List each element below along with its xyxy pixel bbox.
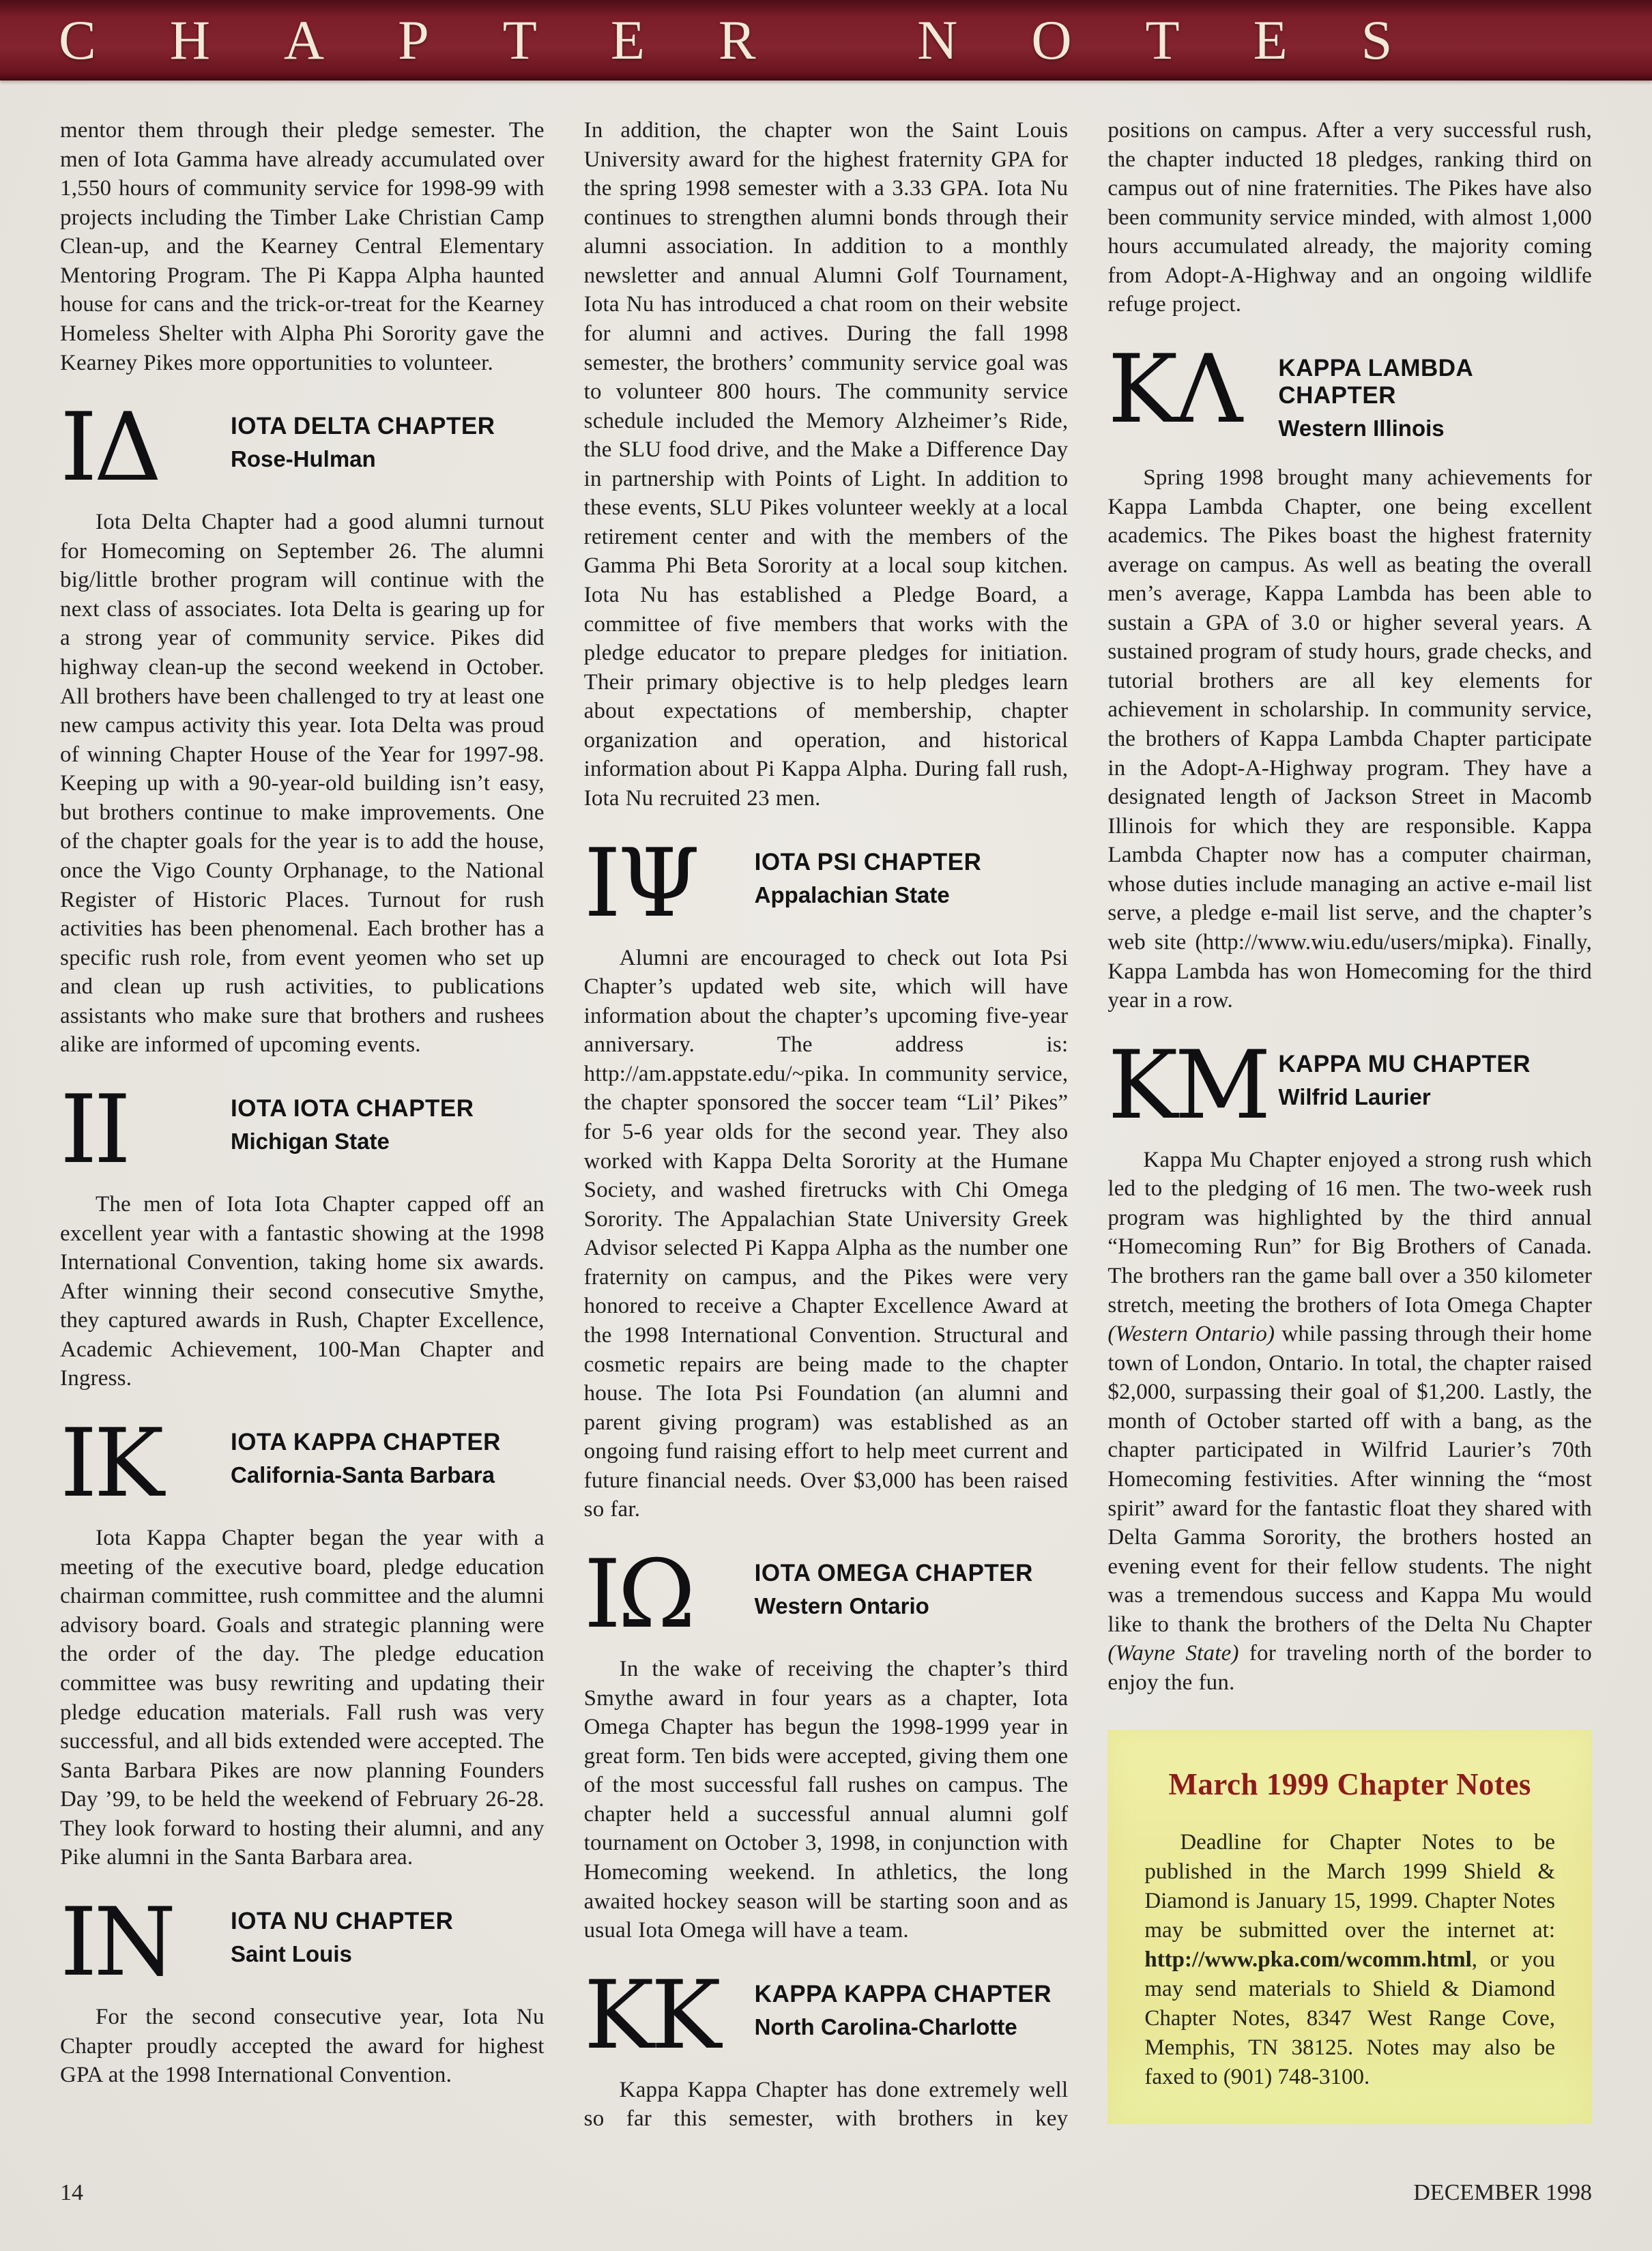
- chapter-school: North Carolina-Charlotte: [754, 2014, 1017, 2039]
- chapter-school: Western Illinois: [1278, 415, 1445, 441]
- greek-monogram: ΙΔ: [60, 392, 159, 503]
- section-kappa-kappa: [583, 1960, 1069, 2134]
- chapter-title: KAPPA MU CHAPTER: [1278, 1050, 1531, 1077]
- section-iota-psi: [583, 828, 1069, 1524]
- chapter-title: IOTA DELTA CHAPTER: [231, 413, 495, 440]
- chapter-title: IOTA IOTA CHAPTER: [231, 1094, 474, 1122]
- notice-title: March 1999 Chapter Notes: [1168, 1767, 1531, 1802]
- continued-paragraph: In addition, the chapter won the Saint Louis University award for the highest fraternity GPA for the spring 1998 semester with a 3.33 GPA. Iota Nu continues to strengthen alumni bonds through their alumni association. In addition to a monthly newsletter and annual Alumni Golf Tournament, Iota Nu has introduced a chat room on their website for alumni and actives. During the fall 1998 semester, the brothers’ community service goal was to volunteer 800 hours. The community service schedule included the Memory Alzheimer’s Ride, the SLU food drive, and the Make a Difference Day in partnership with Points of Light. In addition to these events, SLU Pikes volunteer weekly at a local retirement center and with the members of the Gamma Phi Beta Sorority at a local soup kitchen. Iota Nu has established a Pledge Board, a committee of five members that works with the pledge educator to prepare pledges for initiation. Their primary objective is to help pledges learn about expectations of membership, chapter organization and operation, and historical information about Pi Kappa Alpha. During fall rush, Iota Nu recruited 23 men.: [583, 118, 1069, 811]
- column-1: [60, 116, 545, 2134]
- section-header: [1107, 1030, 1592, 1140]
- chapter-paragraph: [1107, 1146, 1592, 1698]
- chapter-school: Wilfrid Laurier: [1278, 1084, 1431, 1109]
- chapter-title: IOTA PSI CHAPTER: [754, 848, 982, 875]
- chapter-paragraph: The men of Iota Iota Chapter capped off an excellent year with a fantastic showing at the 1998 International Convention, taking home six awards. After winning their second consecutive Smythe, they captured awards in Rush, Chapter Excellence, Academic Achievement, 100-Man Chapter and Ingress.: [60, 1192, 545, 1391]
- chapter-school: Appalachian State: [754, 882, 950, 907]
- chapter-paragraph: Iota Delta Chapter had a good alumni turnout for Homecoming on September 26. The alumni big/little brother program will continue with the next class of associates. Iota Delta is gearing up for a strong year of community service. Pikes did highway clean-up the second weekend in October. All brothers have been challenged to try at least one new campus activity this year. Iota Delta was proud of winning Chapter House of the Year for 1997-98. Keeping up with a 90-year-old building isn’t easy, but brothers continue to make improvements. One of the chapter goals for the year is to add the house, once the Vigo County Orphanage, to the National Register of Historic Places. Turnout for rush activities has been phenomenal. Each brother has a specific rush role, from event yeomen who set up and clean up rush activities, to publications assistants who make sure that brothers and rushees alike are informed of upcoming events.: [60, 510, 545, 1058]
- page-banner: [0, 0, 1652, 81]
- greek-monogram: ΙΙ: [60, 1074, 128, 1185]
- greek-monogram: ΚΚ: [583, 1960, 718, 2070]
- chapter-title: IOTA KAPPA CHAPTER: [231, 1429, 501, 1455]
- section-kappa-lambda: [1107, 334, 1593, 1015]
- section-header-text: [1278, 1044, 1531, 1110]
- chapter-paragraph: Spring 1998 brought many achievements for Kappa Lambda Chapter, one being excellent academics. The Pikes boast the highest fraternity average on campus. As well as beating the overall men’s average, Kappa Lambda has been able to sustain a GPA of 3.0 or higher several years. A sustained program of study hours, grade checks, and tutorial brothers are all key elements for achievement in scholarship. In community service, the brothers of Kappa Lambda Chapter participate in the Adopt-A-Highway program. They have a designated length of Jackson Street in Macomb Illinois for which they are responsible. Kappa Lambda Chapter now has a computer chairman, whose duties include managing an active e-mail list serve, a pledge e-mail list serve, and the chapter’s web site (http://www.wiu.edu/users/mipka). Finally, Kappa Lambda has won Homecoming for the third year in a row.: [1107, 465, 1593, 1013]
- column-2: [584, 116, 1069, 2134]
- section-header: [60, 1408, 545, 1518]
- section-header-text: [755, 1553, 1033, 1619]
- greek-monogram: ΚΜ: [1107, 1030, 1268, 1140]
- continued-paragraph: positions on campus. After a very successful rush, the chapter inducted 18 pledges, ranking third on campus out of nine fraternities. The Pikes have also been community service minded, with almost 1,000 hours accumulated already, the majority coming from Adopt-A-Highway and an ongoing wildlife refuge project.: [1107, 118, 1593, 317]
- chapter-paragraph: For the second consecutive year, Iota Nu Chapter proudly accepted the award for highest GPA at the 1998 International Convention.: [60, 2005, 545, 2088]
- italic-reference: (Western Ontario): [1107, 1322, 1275, 1347]
- section-header-text: [231, 1901, 453, 1967]
- notice-body: [1144, 1828, 1555, 2091]
- column-3: [1107, 116, 1592, 2134]
- section-header: [1107, 334, 1592, 444]
- page-number: 14: [60, 2180, 83, 2205]
- greek-monogram: ΙΚ: [60, 1408, 161, 1518]
- chapter-school: California-Santa Barbara: [231, 1462, 495, 1487]
- chapter-paragraph: In the wake of receiving the chapter’s third Smythe award in four years as a chapter, Iota Omega Chapter has begun the 1998-1999 year in great form. Ten bids were accepted, giving them one of the most successful fall rushes on campus. The chapter held a successful annual alumni golf tournament on October 3, 1998, in conjunction with Homecoming weekend. In athletics, the long awaited hockey season will be starting soon and as usual Iota Omega will have a team.: [583, 1657, 1069, 1943]
- chapter-school: Western Ontario: [754, 1593, 929, 1618]
- chapter-title: KAPPA KAPPA CHAPTER: [754, 1980, 1052, 2007]
- section-iota-iota: [60, 1074, 545, 1393]
- chapter-title: IOTA NU CHAPTER: [231, 1907, 454, 1934]
- section-header: [583, 828, 1069, 938]
- section-header: [60, 1074, 545, 1185]
- chapter-school: Saint Louis: [231, 1941, 352, 1966]
- banner-title: CHAPTER NOTES: [59, 9, 1466, 71]
- greek-monogram: ΙΩ: [583, 1539, 693, 1649]
- section-header: [583, 1960, 1069, 2070]
- chapter-paragraph: Iota Kappa Chapter began the year with a meeting of the executive board, pledge education chairman committee, rush committee and the alumni advisory board. Goals and strategic planning were the order of the day. The pledge education committee was busy rewriting and updating their pledge education materials. Fall rush was very successful, and all bids extended were accepted. The Santa Barbara Pikes are now planning Founders Day ’99, to be held the weekend of February 26-28. They look forward to hosting their alumni, and any Pike alumni in the Santa Barbara area.: [60, 1526, 545, 1870]
- submission-url: http://www.pka.com/wcomm.html: [1144, 1947, 1472, 1973]
- section-iota-nu: [60, 1887, 545, 2090]
- chapter-school: Michigan State: [231, 1128, 390, 1154]
- paragraph-text: for traveling north of the border to enjoy the fun.: [1107, 1641, 1592, 1695]
- paragraph-text: while passing through their home town of London, Ontario. In total, the chapter raised $2,000, surpassing their goal of $1,200. Lastly, the month of October started off with a bang, as the chapter participated in Wilfrid Laurier’s 70th Homecoming festivities. After winning the “most spirit” award for the fantastic float they shared with Delta Gamma Sorority, the brothers hosted an evening event for their fellow students. The night was a tremendous success and Kappa Mu would like to thank the brothers of the Delta Nu Chapter: [1107, 1322, 1593, 1637]
- notice-text: , or you may send materials to Shield & Diamond Chapter Notes, 8347 West Range Cove, Memphis, TN 38125. Notes may also be faxed to (901) 748-3100.: [1144, 1947, 1556, 2089]
- page-footer: [60, 2180, 1592, 2206]
- chapter-paragraph: Alumni are encouraged to check out Iota Psi Chapter’s updated web site, which will have information about the chapter’s upcoming five-year anniversary. The address is: http://am.appstate.edu/~pika. In community service, the chapter sponsored the soccer team “Lil’ Pikes” for 5-6 year olds for the second year. They also worked with Kappa Delta Sorority at the Humane Society, and washed firetrucks with Chi Omega Sorority. The Appalachian State University Greek Advisor selected Pi Kappa Alpha as the number one fraternity on campus, and the Pikes were very honored to receive a Chapter Excellence Award at the 1998 International Convention. Structural and cosmetic repairs are being made to the chapter house. The Iota Psi Foundation (an alumni and parent giving program) was established as an ongoing fund raising effort to help meet current and future financial needs. Over $3,000 has been raised so far.: [583, 945, 1069, 1522]
- section-iota-kappa: [60, 1408, 545, 1872]
- section-header-text: [231, 406, 495, 472]
- section-iota-omega: [583, 1539, 1069, 1945]
- section-header: [60, 1887, 545, 1997]
- greek-monogram: ΙΨ: [583, 828, 697, 938]
- section-header-text: [755, 1974, 1052, 2040]
- section-header-text: [755, 842, 982, 908]
- greek-monogram: ΚΛ: [1107, 334, 1240, 444]
- section-kappa-mu: [1107, 1030, 1593, 1698]
- section-iota-delta: [60, 392, 545, 1060]
- issue-date: DECEMBER 1998: [1413, 2180, 1592, 2205]
- italic-reference: (Wayne State): [1107, 1641, 1239, 1666]
- notice-text: Deadline for Chapter Notes to be published in the March 1999 Shield & Diamond is January 15, 1999. Chapter Notes may be submitted over the internet at:: [1144, 1830, 1556, 1943]
- section-header-text: [231, 1088, 474, 1154]
- continued-paragraph: mentor them through their pledge semester. The men of Iota Gamma have already accumulated over 1,550 hours of community service for 1998-99 with projects including the Timber Lake Christian Camp Clean-up, and the Kearney Central Elementary Mentoring Program. The Pi Kappa Alpha haunted house for cans and the trick-or-treat for the Kearney Homeless Shelter with Alpha Phi Sorority gave the Kearney Pikes more opportunities to volunteer.: [60, 118, 545, 375]
- section-header-text: [1278, 348, 1592, 441]
- march-notice-box: [1107, 1730, 1592, 2124]
- chapter-title: IOTA OMEGA CHAPTER: [754, 1559, 1033, 1586]
- section-header-text: [231, 1422, 501, 1488]
- chapter-title: KAPPA LAMBDA CHAPTER: [1278, 354, 1473, 409]
- content-columns: [0, 81, 1652, 2134]
- greek-monogram: ΙΝ: [60, 1887, 173, 1997]
- chapter-school: Rose-Hulman: [231, 446, 376, 472]
- section-header: [583, 1539, 1069, 1649]
- chapter-paragraph: Kappa Kappa Chapter has done extremely well so far this semester, with brothers in key: [583, 2077, 1069, 2132]
- paragraph-text: Kappa Mu Chapter enjoyed a strong rush which led to the pledging of 16 men. The two-week rush program was highlighted by the third annual “Homecoming Run” for Big Brothers of Canada. The brothers ran the game ball over a 350 kilometer stretch, meeting the brothers of Iota Omega Chapter: [1107, 1147, 1593, 1318]
- section-header: [60, 392, 545, 503]
